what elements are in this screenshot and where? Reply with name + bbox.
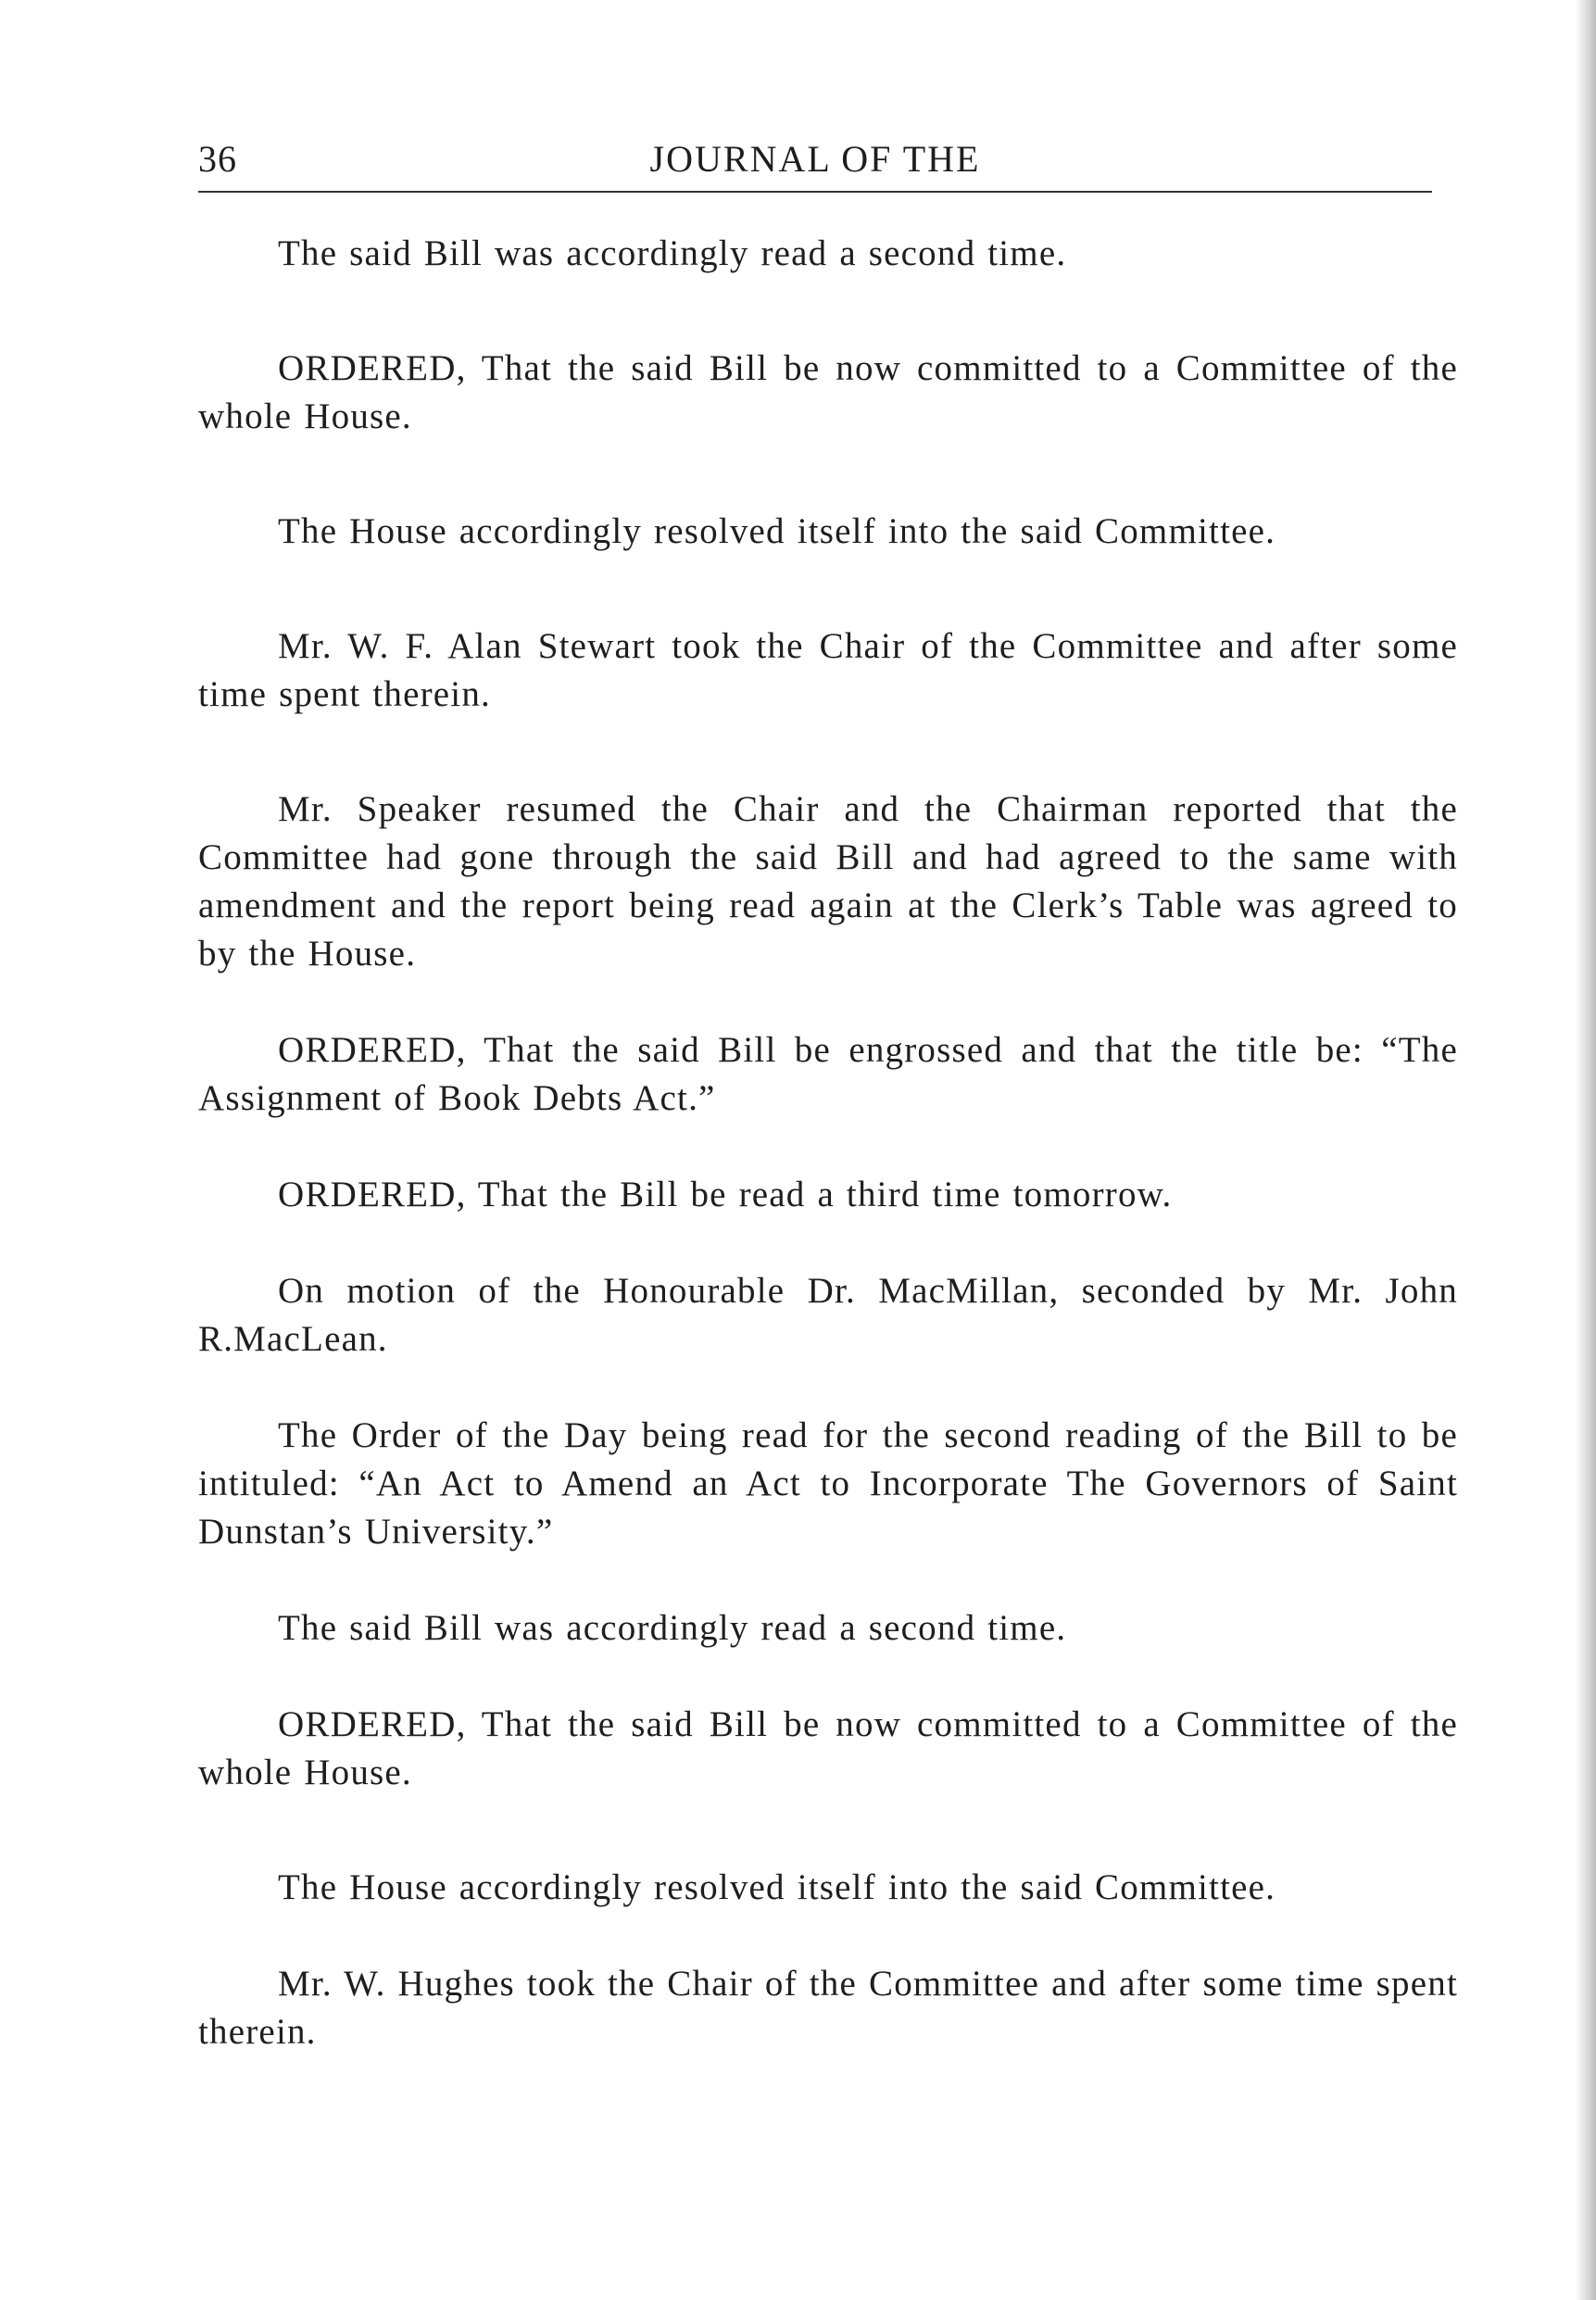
- page-edge-shadow: [1576, 0, 1596, 2300]
- paragraph: ORDERED, That the said Bill be engrossed and that the title be: “The Assignment of Book Debts Act.”: [198, 1030, 1458, 1118]
- paragraph: The said Bill was accordingly read a second time.: [278, 1608, 1067, 1648]
- page-number: 36: [198, 138, 237, 180]
- paragraph: The Order of the Day being read for the second reading of the Bill to be intituled: “An Act to Amend an Act to Incorporate The Governors of Saint Dunstan’s University.”: [198, 1415, 1458, 1552]
- journal-body: [198, 230, 1458, 2056]
- paragraph: On motion of the Honourable Dr. MacMillan, seconded by Mr. John R.MacLean.: [198, 1271, 1458, 1359]
- page-header: [198, 137, 1432, 193]
- paragraph: ORDERED, That the said Bill be now committed to a Committee of the whole House.: [198, 1704, 1458, 1792]
- paragraph: The House accordingly resolved itself into the said Committee.: [278, 1867, 1276, 1907]
- header-rule: [198, 191, 1432, 193]
- paragraph: Mr. W. F. Alan Stewart took the Chair of the Committee and after some time spent therein.: [198, 626, 1458, 714]
- paragraph: The said Bill was accordingly read a second time.: [278, 233, 1067, 273]
- paragraph: Mr. W. Hughes took the Chair of the Committee and after some time spent therein.: [198, 1964, 1458, 2052]
- paragraph: ORDERED, That the Bill be read a third time tomorrow.: [278, 1175, 1173, 1214]
- running-head: JOURNAL OF THE: [649, 138, 981, 180]
- paragraph: ORDERED, That the said Bill be now committed to a Committee of the whole House.: [198, 348, 1458, 436]
- paragraph: Mr. Speaker resumed the Chair and the Chairman reported that the Committee had gone through the said Bill and had agreed to the same with amendment and the report being read again at the Clerk’s Table was agreed to by the House.: [198, 789, 1458, 974]
- paragraph: The House accordingly resolved itself into the said Committee.: [278, 511, 1276, 551]
